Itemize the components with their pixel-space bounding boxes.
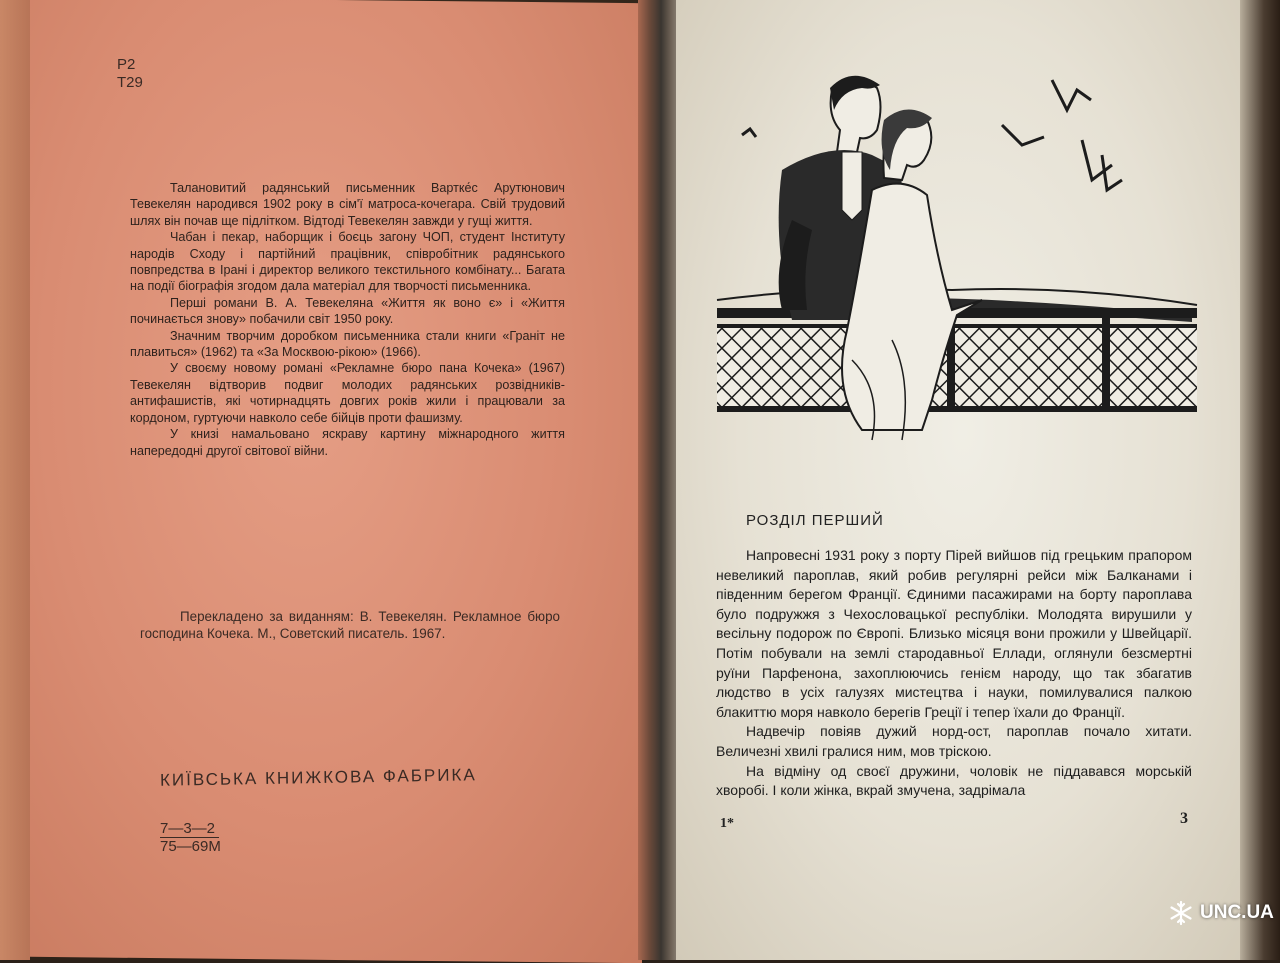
translation-text: Перекладено за виданням: В. Тевекелян. Рекламное бюро господина Кочека. М., Советский писатель. 1967. <box>140 609 560 641</box>
bio-paragraph: У книзі намальовано яскраву картину міжнародного життя напередодні другої світової війни. <box>130 427 565 458</box>
translation-note <box>140 608 560 642</box>
code-top: 7—3—2 <box>160 820 219 838</box>
author-biography <box>130 180 565 459</box>
page-number: 3 <box>1180 810 1188 827</box>
chapter-text <box>716 546 1192 801</box>
watermark-text: UNC.UA <box>1200 902 1274 923</box>
story-paragraph: На відміну од своєї дружини, чоловік не піддавався морській хворобі. І коли жінка, вкрай змучена, задрімала <box>716 762 1192 799</box>
publication-codes <box>160 820 221 855</box>
watermark <box>1168 900 1274 926</box>
left-page <box>30 0 642 963</box>
code-bottom: 75—69М <box>160 838 221 855</box>
chapter-title: РОЗДІЛ ПЕРШИЙ <box>746 512 884 529</box>
bio-paragraph: Значним творчим доробком письменника стали книги «Граніт не плавиться» (1962) та «За Москвою-рікою» (1966). <box>130 328 565 360</box>
bio-paragraph: У своєму новому романі «Рекламне бюро пана Кочека» (1967) Тевекелян відтворив подвиг молодих радянських розвідників-антифашистів, які чотирнадцять довгих років жили і працювали за кордоном, гуртуючи навколо себе бійців проти фашизму. <box>130 361 565 425</box>
chapter-illustration <box>712 60 1202 460</box>
catalog-line: Р2 <box>117 56 136 73</box>
bio-paragraph: Чабан і пекар, наборщик і боєць загону ЧОП, студент Інституту народів Сходу і партійний працівник, співробітник радянського повпредства в Ірані і директор великого текстильного комбінату... Багата на події біографія згодом дала матеріал для творчості письменника. <box>130 230 565 294</box>
catalog-code <box>117 56 143 92</box>
catalog-line: Т29 <box>117 74 143 91</box>
printer-name: КИЇВСЬКА КНИЖКОВА ФАБРИКА <box>159 765 477 790</box>
book-edge <box>0 0 30 960</box>
bio-paragraph: Талановитий радянський письменник Вартке́с Арутюнович Тевекелян народився 1902 року в сім'ї матроса-кочегара. Свій трудовий шлях він почав ще підлітком. Відтоді Тевекелян завжди у гущі життя. <box>130 181 565 228</box>
story-paragraph: Напровесні 1931 року з порту Пірей вийшов під грецьким прапором невеликий пароплав, який робив регулярні рейси між Балканами і південним берегом Франції. Єдиними пасажирами на борту пароплава було подружжя з Чехословацької республіки. Молодята вирушили у весільну подорож по Європі. Близько місяця вони прожили у Швейцарії. Потім побували на землі стародавньої Еллади, оглянули безсмертні руїни Парфенона, захоплюючись генієм народу, що так збагатив людство в усіх галузях мистецтва і науки, помилувалися палкою блакиттю моря навколо берегів Греції і тепер їхали до Франції. <box>716 547 1192 720</box>
page-edge-shadow <box>1240 0 1280 960</box>
story-paragraph: Надвечір повіяв дужий норд-ост, пароплав почало хитати. Величезні хвилі гралися ним, мов тріскою. <box>716 723 1192 759</box>
bio-paragraph: Перші романи В. А. Тевекеляна «Життя як воно є» і «Життя починається знову» побачили світ 1950 року. <box>130 295 565 327</box>
signature-mark: 1* <box>720 816 734 831</box>
snowflake-icon <box>1168 900 1194 926</box>
